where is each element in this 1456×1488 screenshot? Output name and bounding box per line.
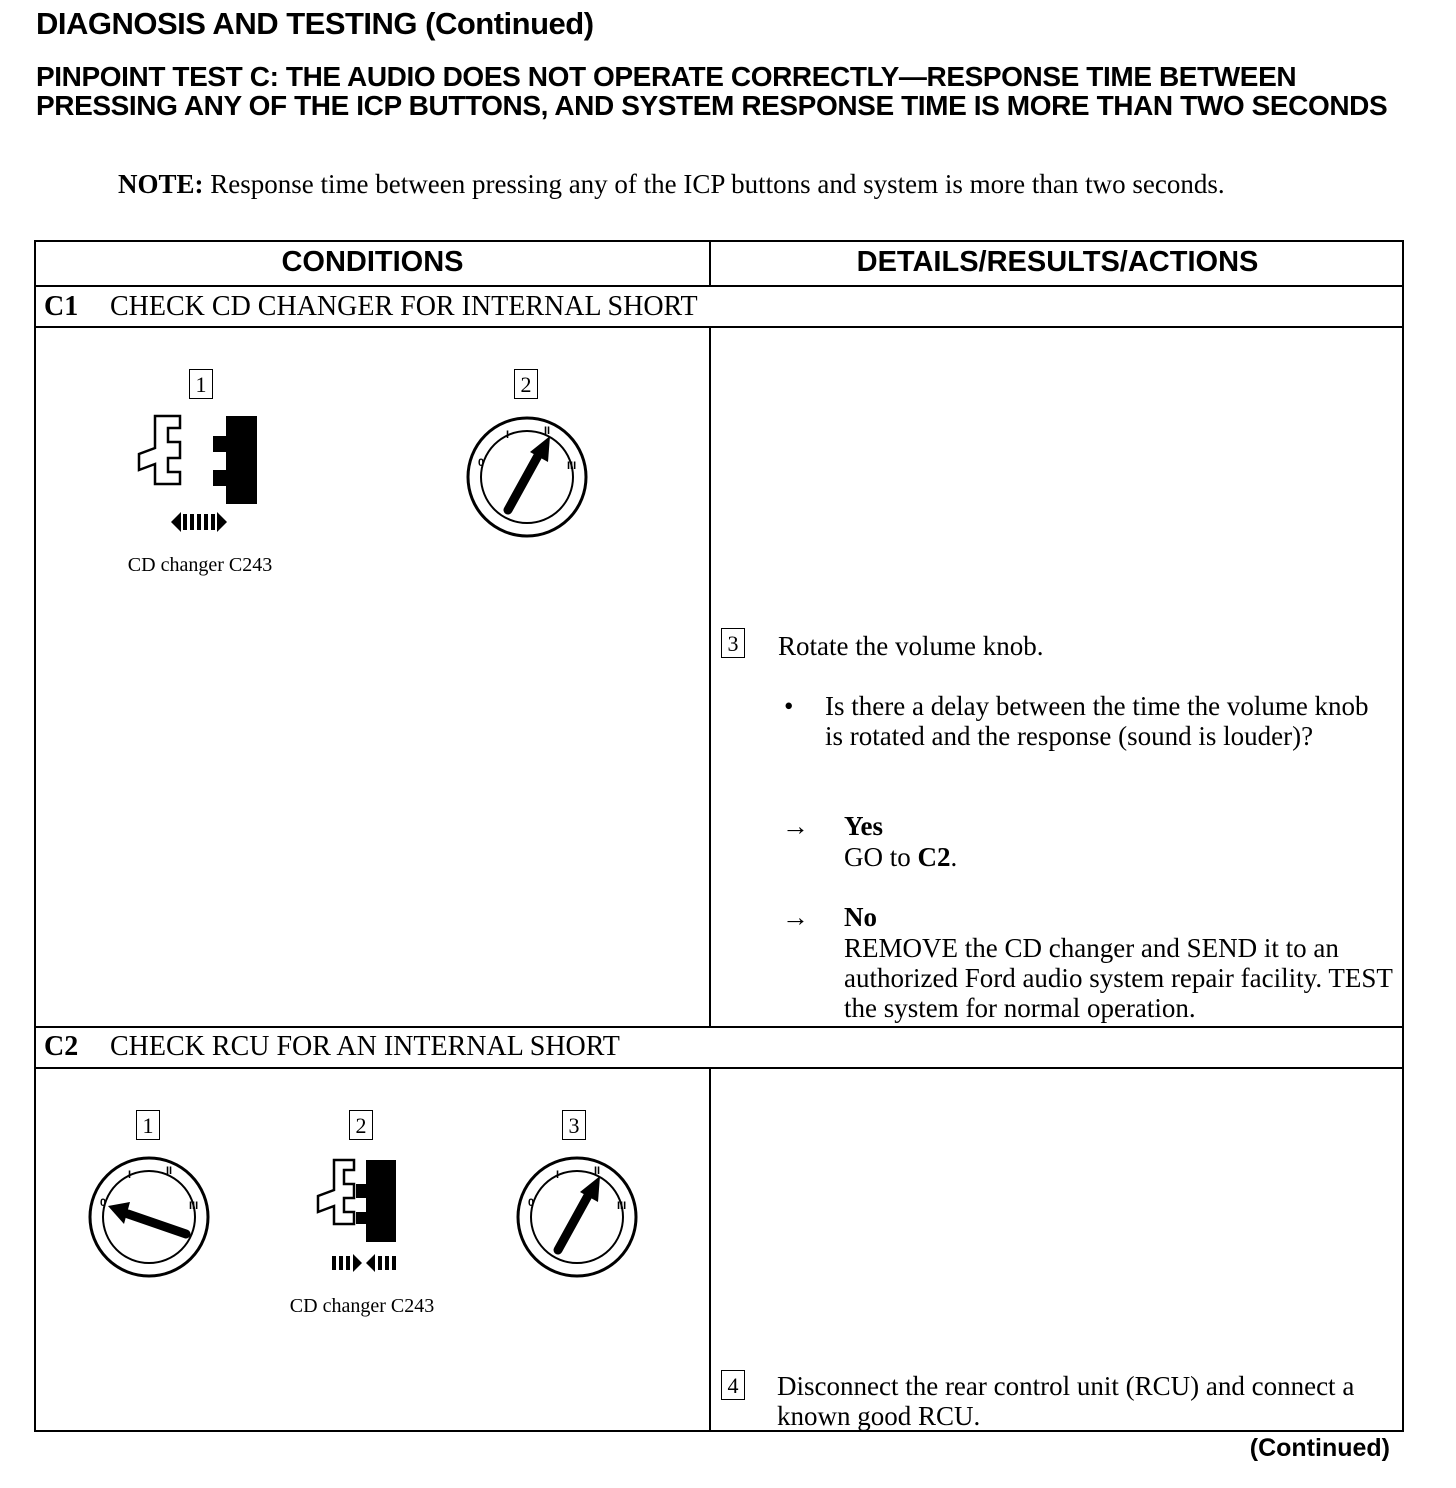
arrow-right-icon: → — [782, 902, 809, 932]
bullet-icon: • — [784, 691, 794, 721]
figure-caption: CD changer C243 — [289, 1295, 435, 1317]
step-instruction: Rotate the volume knob. — [778, 631, 1044, 661]
step-c2-id: C2 — [44, 1031, 79, 1062]
pinpoint-table — [34, 240, 1404, 1432]
conditions-header: CONDITIONS — [281, 246, 464, 278]
svg-text:I: I — [556, 1169, 560, 1181]
svg-text:I: I — [506, 429, 510, 441]
step-c2-heading — [44, 1031, 620, 1063]
arrow-right-icon: → — [782, 811, 809, 841]
step-number: 3 — [721, 628, 745, 658]
ignition-switch-run-icon — [514, 1154, 640, 1280]
figure-number: 2 — [349, 1110, 373, 1140]
svg-text:II: II — [544, 425, 551, 437]
yes-label: Yes — [844, 811, 883, 841]
step-number: 4 — [721, 1370, 745, 1400]
svg-text:II: II — [166, 1165, 173, 1177]
ignition-switch-run-icon — [464, 414, 590, 540]
connector-disconnect-icon — [131, 408, 271, 540]
svg-text:III: III — [567, 460, 577, 472]
step-instruction: Disconnect the rear control unit (RCU) and connect a known good RCU. — [777, 1371, 1355, 1431]
step-c1-heading — [44, 291, 698, 323]
divider — [36, 326, 1402, 328]
figure-caption: CD changer C243 — [127, 554, 273, 576]
svg-text:0: 0 — [100, 1197, 107, 1209]
yes-target: C2 — [917, 842, 951, 872]
section-title: DIAGNOSIS AND TESTING (Continued) — [36, 6, 594, 41]
divider — [36, 1026, 1402, 1028]
question-text: Is there a delay between the time the volume knob is rotated and the response (sound is louder)? — [825, 691, 1369, 751]
figure-number: 2 — [514, 369, 538, 399]
step-c1-title: CHECK CD CHANGER FOR INTERNAL SHORT — [110, 291, 698, 322]
yes-action — [844, 842, 957, 872]
connector-connect-icon — [306, 1152, 426, 1282]
no-action: REMOVE the CD changer and SEND it to an authorized Ford audio system repair facility. TEST the system for normal operation. — [844, 933, 1393, 1023]
divider — [709, 242, 711, 287]
divider — [709, 1067, 711, 1432]
svg-text:II: II — [594, 1165, 601, 1177]
divider — [36, 1067, 1402, 1069]
svg-text:0: 0 — [528, 1197, 535, 1209]
step-c2-title: CHECK RCU FOR AN INTERNAL SHORT — [110, 1031, 620, 1062]
note-text: Response time between pressing any of the ICP buttons and system is more than two seconds. — [203, 169, 1225, 199]
divider — [709, 326, 711, 1026]
figure-number: 1 — [136, 1110, 160, 1140]
details-header: DETAILS/RESULTS/ACTIONS — [856, 246, 1259, 278]
continued-label: (Continued) — [1249, 1434, 1390, 1462]
note-label: NOTE: — [118, 169, 204, 199]
step-c1-id: C1 — [44, 291, 79, 322]
svg-text:III: III — [189, 1200, 199, 1212]
svg-text:0: 0 — [478, 457, 485, 469]
note — [118, 170, 1278, 199]
figure-number: 1 — [189, 369, 213, 399]
no-label: No — [844, 902, 877, 932]
divider — [36, 285, 1402, 287]
ignition-switch-off-icon — [86, 1154, 212, 1280]
svg-text:III: III — [617, 1200, 627, 1212]
svg-text:I: I — [128, 1169, 132, 1181]
yes-go-text: GO to — [844, 842, 918, 872]
figure-number: 3 — [562, 1110, 586, 1140]
yes-period: . — [950, 842, 958, 872]
pinpoint-test-title: PINPOINT TEST C: THE AUDIO DOES NOT OPERATE CORRECTLY—RESPONSE TIME BETWEEN PRESSING ANY OF THE ICP BUTTONS, AND SYSTEM RESPONSE TIME IS MORE THAN TWO SECONDS — [36, 61, 1388, 121]
